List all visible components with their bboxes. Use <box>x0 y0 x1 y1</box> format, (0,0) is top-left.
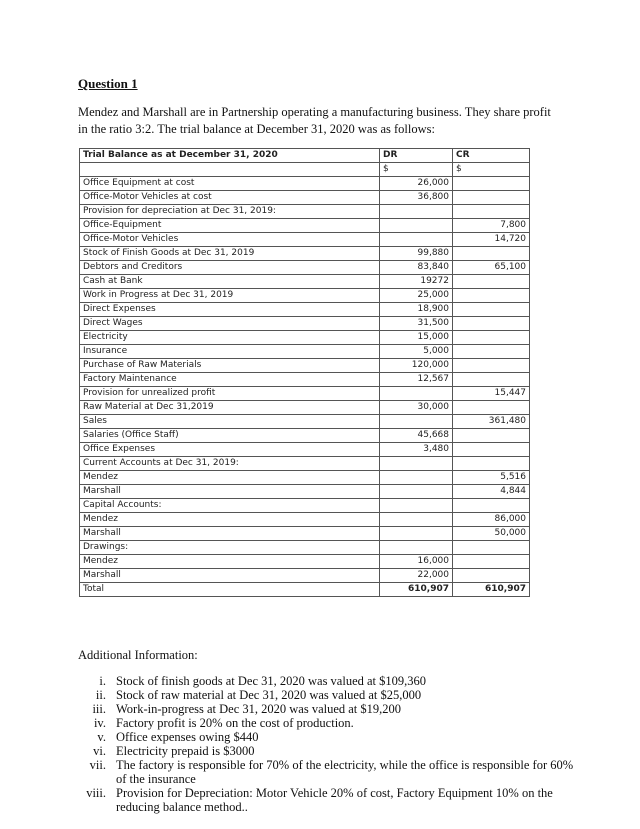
row-cr: 4,844 <box>453 485 530 499</box>
row-cr <box>453 205 530 219</box>
row-dr <box>380 387 453 401</box>
list-item <box>78 674 578 688</box>
item-text: The factory is responsible for 70% of the electricity, while the office is responsible for 60% of the insurance <box>116 758 574 786</box>
row-label: Marshall <box>80 485 380 499</box>
row-cr <box>453 569 530 583</box>
table-row <box>80 345 530 359</box>
row-cr <box>453 373 530 387</box>
question-heading: Question 1 <box>78 76 138 91</box>
row-dr: 16,000 <box>380 555 453 569</box>
row-dr: 12,567 <box>380 373 453 387</box>
table-row <box>80 373 530 387</box>
row-dr: 36,800 <box>380 191 453 205</box>
row-cr: 86,000 <box>453 513 530 527</box>
row-dr <box>380 541 453 555</box>
row-label: Marshall <box>80 527 380 541</box>
table-row <box>80 499 530 513</box>
table-row <box>80 303 530 317</box>
row-dr: 5,000 <box>380 345 453 359</box>
table-row <box>80 275 530 289</box>
list-item <box>78 730 578 744</box>
item-text: Work-in-progress at Dec 31, 2020 was valued at $19,200 <box>116 702 402 716</box>
total-cr: 610,907 <box>453 583 530 597</box>
item-text: Office expenses owing $440 <box>116 730 259 744</box>
row-label: Debtors and Creditors <box>80 261 380 275</box>
row-dr: 3,480 <box>380 443 453 457</box>
row-dr <box>380 205 453 219</box>
table-header-row <box>80 149 530 163</box>
table-row <box>80 429 530 443</box>
row-dr: 31,500 <box>380 317 453 331</box>
row-cr: 14,720 <box>453 233 530 247</box>
row-label: Office Expenses <box>80 443 380 457</box>
row-label: Purchase of Raw Materials <box>80 359 380 373</box>
row-cr <box>453 555 530 569</box>
row-label: Mendez <box>80 555 380 569</box>
row-label: Salaries (Office Staff) <box>80 429 380 443</box>
row-dr <box>380 499 453 513</box>
row-dr <box>380 527 453 541</box>
row-label: Sales <box>80 415 380 429</box>
row-label: Direct Expenses <box>80 303 380 317</box>
row-cr <box>453 247 530 261</box>
question-intro: Mendez and Marshall are in Partnership operating a manufacturing business. They share profit in the ratio 3:2. The trial balance at December 31, 2020 was as follows: <box>78 105 551 136</box>
row-dr: 26,000 <box>380 177 453 191</box>
item-number: vi. <box>93 744 106 758</box>
row-cr <box>453 457 530 471</box>
total-label: Total <box>80 583 380 597</box>
row-cr <box>453 345 530 359</box>
row-dr <box>380 485 453 499</box>
row-label: Insurance <box>80 345 380 359</box>
row-cr: 15,447 <box>453 387 530 401</box>
table-row <box>80 527 530 541</box>
item-number: ii. <box>95 688 106 702</box>
row-label: Office-Motor Vehicles <box>80 233 380 247</box>
row-label: Provision for unrealized profit <box>80 387 380 401</box>
list-item <box>78 688 578 702</box>
row-dr: 120,000 <box>380 359 453 373</box>
table-row <box>80 387 530 401</box>
row-label: Drawings: <box>80 541 380 555</box>
row-label: Current Accounts at Dec 31, 2019: <box>80 457 380 471</box>
item-number: iii. <box>92 702 106 716</box>
item-text: Factory profit is 20% on the cost of production. <box>116 716 354 730</box>
row-cr <box>453 443 530 457</box>
row-dr: 18,900 <box>380 303 453 317</box>
row-dr: 99,880 <box>380 247 453 261</box>
item-number: i. <box>99 674 106 688</box>
row-cr <box>453 177 530 191</box>
dr-header: DR <box>380 149 453 163</box>
list-item <box>78 702 578 716</box>
additional-info-list <box>78 674 578 814</box>
table-row <box>80 485 530 499</box>
row-dr <box>380 471 453 485</box>
row-label: Cash at Bank <box>80 275 380 289</box>
total-row <box>80 583 530 597</box>
total-dr: 610,907 <box>380 583 453 597</box>
table-row <box>80 219 530 233</box>
row-label: Mendez <box>80 513 380 527</box>
row-label: Marshall <box>80 569 380 583</box>
row-cr: 65,100 <box>453 261 530 275</box>
list-item <box>78 786 578 814</box>
item-number: iv. <box>93 716 106 730</box>
row-label: Stock of Finish Goods at Dec 31, 2019 <box>80 247 380 261</box>
row-cr <box>453 317 530 331</box>
list-item <box>78 744 578 758</box>
row-dr <box>380 457 453 471</box>
list-item <box>78 716 578 730</box>
row-cr <box>453 401 530 415</box>
row-cr: 50,000 <box>453 527 530 541</box>
row-cr <box>453 541 530 555</box>
table-row <box>80 191 530 205</box>
row-label: Provision for depreciation at Dec 31, 2019: <box>80 205 380 219</box>
list-item <box>78 758 578 786</box>
row-cr <box>453 499 530 513</box>
item-number: viii. <box>86 786 106 800</box>
item-number: vii. <box>89 758 106 772</box>
row-label: Work in Progress at Dec 31, 2019 <box>80 289 380 303</box>
row-dr <box>380 233 453 247</box>
row-dr <box>380 219 453 233</box>
table-row <box>80 555 530 569</box>
table-row <box>80 177 530 191</box>
table-row <box>80 247 530 261</box>
table-row <box>80 443 530 457</box>
table-row <box>80 541 530 555</box>
row-label: Office Equipment at cost <box>80 177 380 191</box>
table-row <box>80 261 530 275</box>
cr-currency: $ <box>453 163 530 177</box>
row-dr: 83,840 <box>380 261 453 275</box>
row-cr <box>453 191 530 205</box>
row-dr: 45,668 <box>380 429 453 443</box>
dr-currency: $ <box>380 163 453 177</box>
table-row <box>80 331 530 345</box>
table-row <box>80 513 530 527</box>
row-cr <box>453 331 530 345</box>
row-dr: 19272 <box>380 275 453 289</box>
item-text: Stock of finish goods at Dec 31, 2020 was valued at $109,360 <box>116 674 427 688</box>
row-label: Electricity <box>80 331 380 345</box>
item-number: v. <box>97 730 106 744</box>
table-row <box>80 401 530 415</box>
row-label: Office-Equipment <box>80 219 380 233</box>
table-row <box>80 233 530 247</box>
row-dr <box>380 415 453 429</box>
row-dr <box>380 513 453 527</box>
row-label: Raw Material at Dec 31,2019 <box>80 401 380 415</box>
table-row <box>80 289 530 303</box>
item-text: Provision for Depreciation: Motor Vehicle 20% of cost, Factory Equipment 10% on the reducing balance method.. <box>116 786 553 814</box>
table-title: Trial Balance as at December 31, 2020 <box>80 149 380 163</box>
item-text: Stock of raw material at Dec 31, 2020 was valued at $25,000 <box>116 688 422 702</box>
row-cr <box>453 275 530 289</box>
table-row <box>80 359 530 373</box>
row-cr <box>453 359 530 373</box>
row-dr: 15,000 <box>380 331 453 345</box>
row-label: Capital Accounts: <box>80 499 380 513</box>
row-cr: 5,516 <box>453 471 530 485</box>
currency-row <box>80 163 530 177</box>
row-cr: 361,480 <box>453 415 530 429</box>
table-row <box>80 471 530 485</box>
trial-balance-table <box>79 148 530 597</box>
table-row <box>80 457 530 471</box>
row-cr <box>453 429 530 443</box>
row-dr: 25,000 <box>380 289 453 303</box>
item-text: Electricity prepaid is $3000 <box>116 744 255 758</box>
row-dr: 22,000 <box>380 569 453 583</box>
row-label: Office-Motor Vehicles at cost <box>80 191 380 205</box>
table-row <box>80 569 530 583</box>
table-row <box>80 415 530 429</box>
additional-info-heading: Additional Information: <box>78 648 198 662</box>
cr-header: CR <box>453 149 530 163</box>
row-label: Factory Maintenance <box>80 373 380 387</box>
row-cr <box>453 289 530 303</box>
row-label: Mendez <box>80 471 380 485</box>
row-dr: 30,000 <box>380 401 453 415</box>
row-cr: 7,800 <box>453 219 530 233</box>
table-row <box>80 205 530 219</box>
row-label: Direct Wages <box>80 317 380 331</box>
table-row <box>80 317 530 331</box>
row-cr <box>453 303 530 317</box>
